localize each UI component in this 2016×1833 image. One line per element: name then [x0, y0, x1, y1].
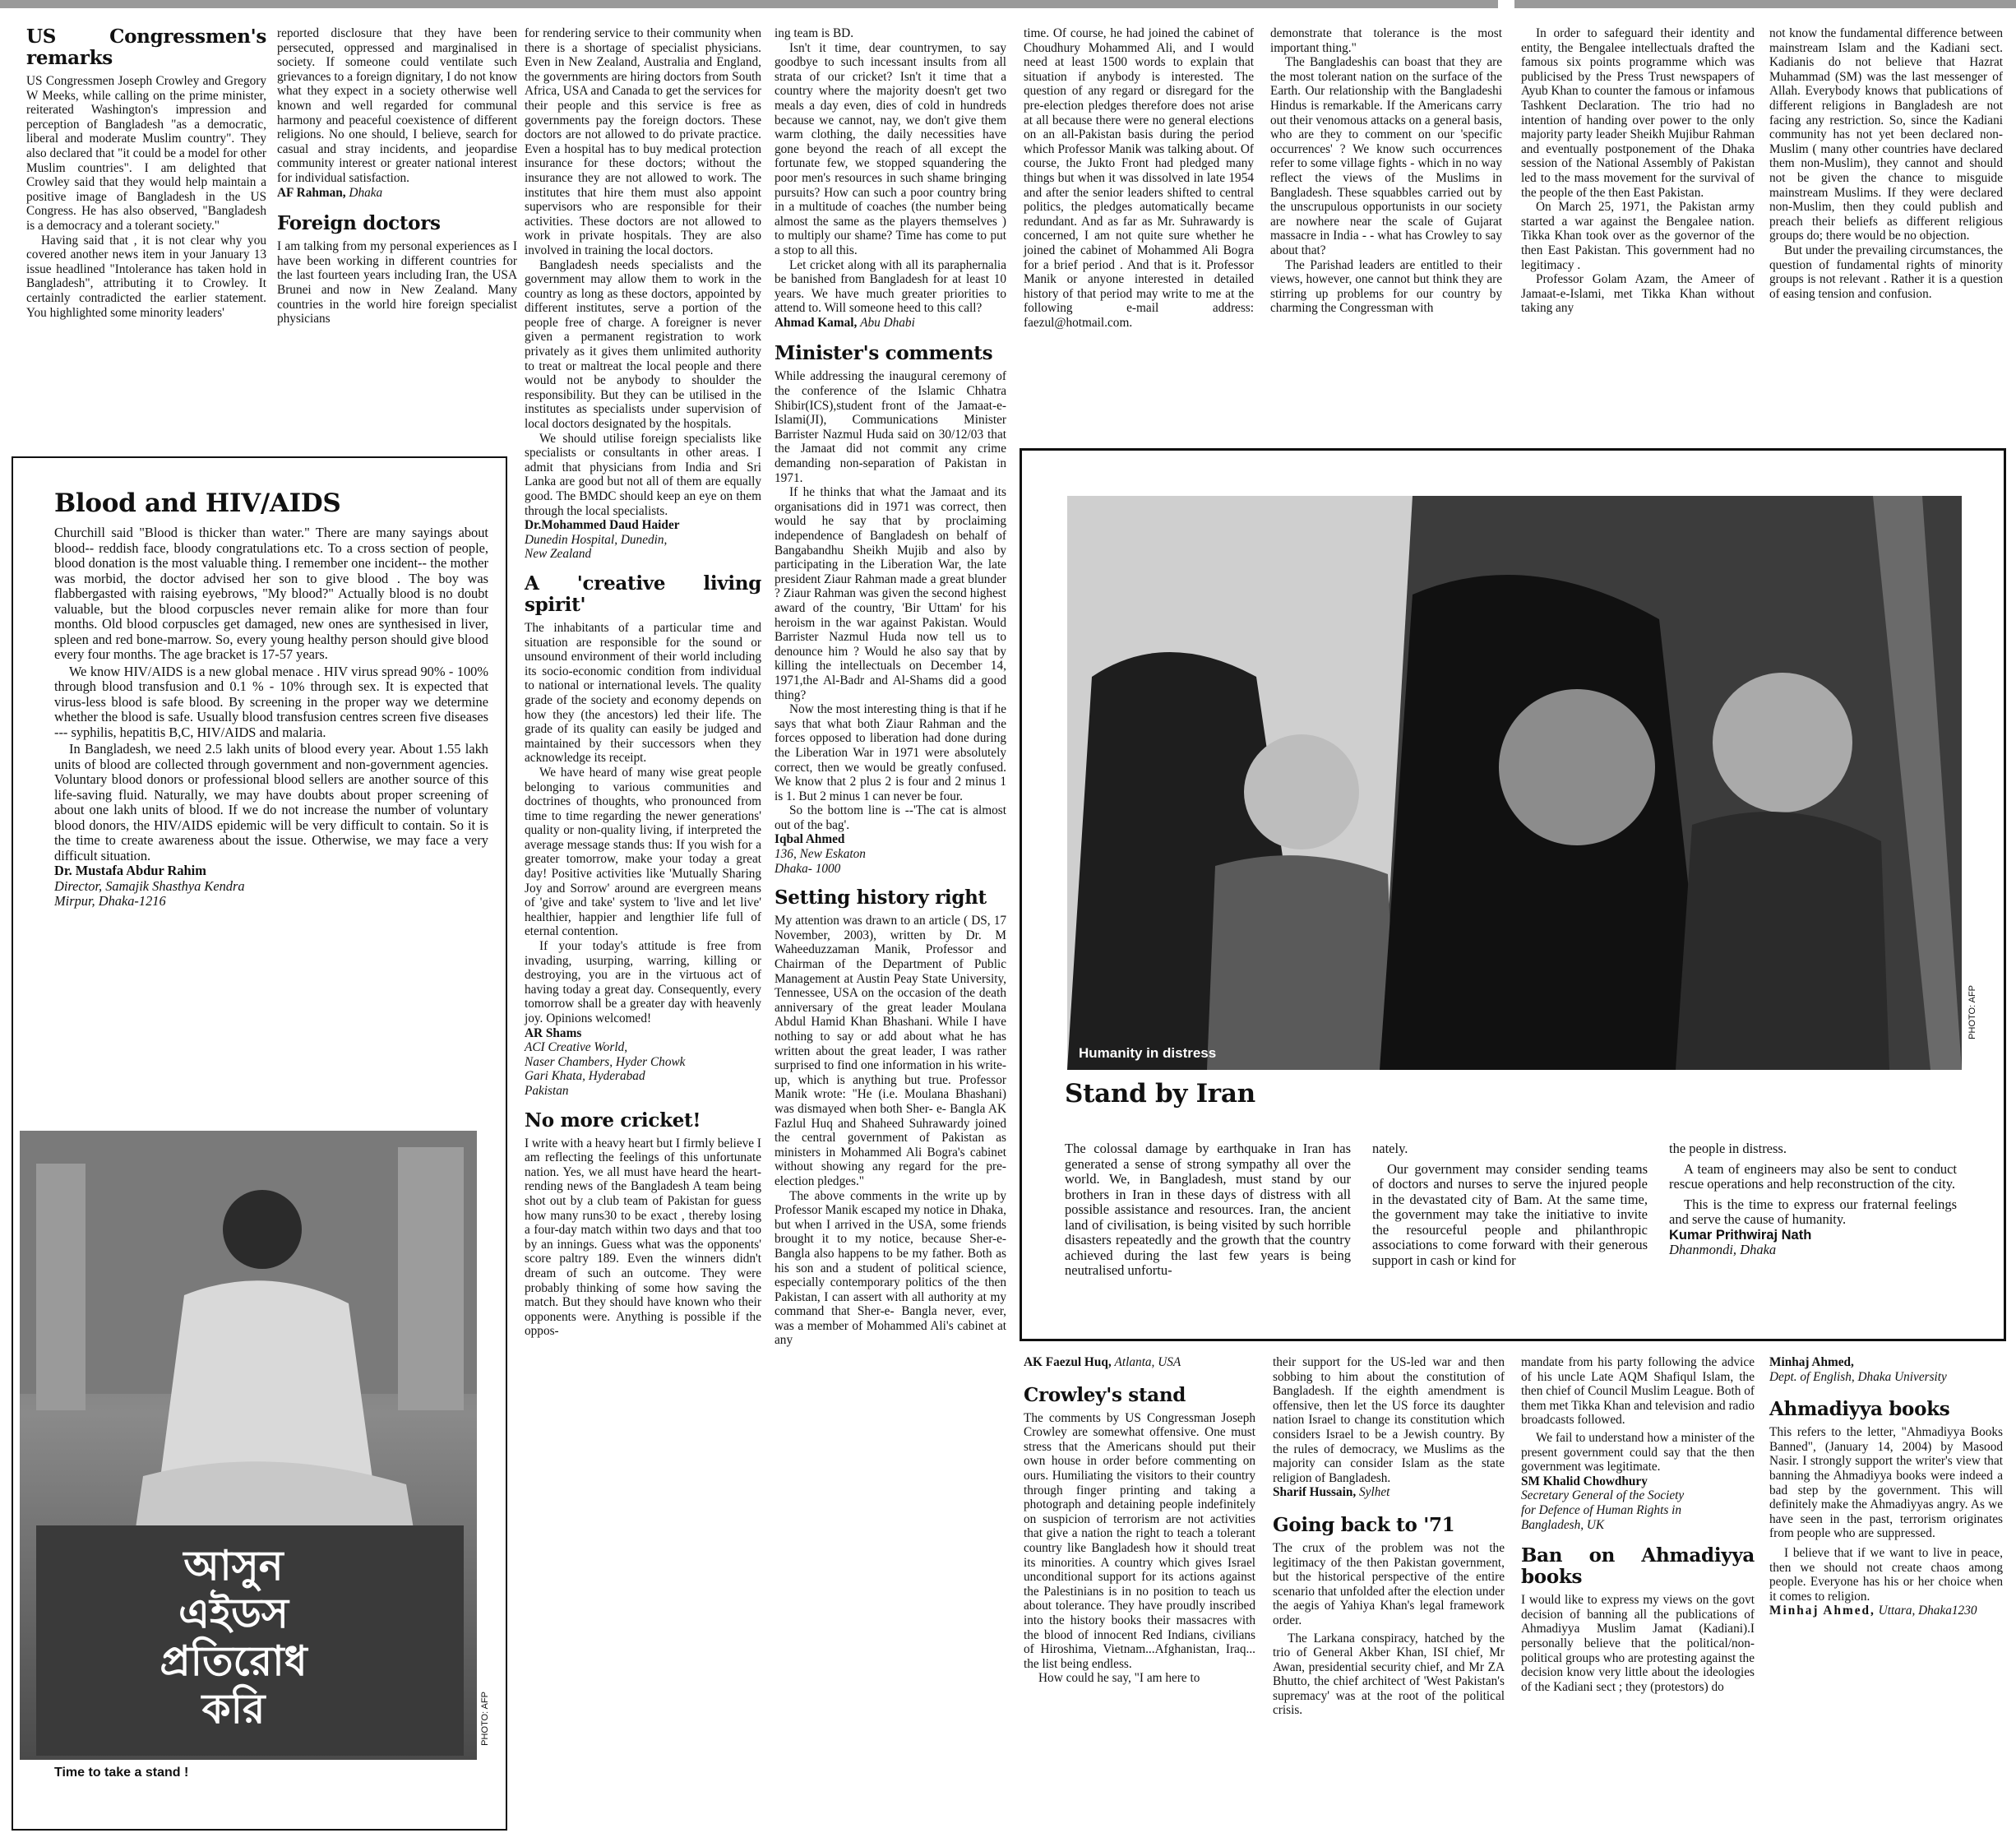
paragraph: The inhabitants of a particular time and situation are responsible for the sound or unsound environment of their world including its socio-economic condition from individual to national or international levels. The quality grade of the society and economy depends on how they (the ancestors) led their life. The grade of its quality can easily be judged and maintained by their successors when they acknowledge its receipt. — [525, 620, 761, 766]
paragraph: The colossal damage by earthquake in Iran has generated a sense of strong sympathy all over the world. We, in Bangladesh, must stand by our brothers in Iran in these days of distress with all possible assistance and resources. Iran, the ancient land of civilisation, is being visited by such horrible disasters repeatedly and the growth that the country achieved during the last few years is being neutralised unfortu- — [1065, 1141, 1351, 1278]
stand-by-iran-box — [1020, 448, 2006, 1341]
signature-name: Ahmad Kamal, — [774, 315, 858, 330]
paragraph: not know the fundamental difference between mainstream Islam and the Kadiani sect. Kadianis do not believe that Hazrat Muhammad (SM) was the last messenger of Allah. Everybody knows that publications of different religions in Bangladesh are not facing any restriction. So, since the Kadiani community has not yet been declared non-Muslim ( many other countries have declared them non-Muslim), they cannot and should not be given the chance to misguide mainstream Muslims. If they were declared non-Muslim, then they could publish and preach their beliefs as different religious groups do; there would be no objection. — [1769, 26, 2003, 243]
photo-caption: Time to take a stand ! — [54, 1766, 189, 1780]
signature-location: Pakistan — [525, 1083, 569, 1098]
signature-location: Director, Samajik Shasthya Kendra — [54, 877, 245, 894]
heading-ahmadiyya-books: Ahmadiyya books — [1769, 1398, 1950, 1421]
blood-hiv-box — [12, 456, 507, 1831]
signature-location: Uttara, Dhaka1230 — [1878, 1604, 1977, 1618]
column-7-bottom — [1521, 1355, 1755, 1694]
paragraph: If your today's attitude is free from invading, usurping, warring, killing or destroying, you are in the virtuous act of having today a great day. Consequently, every tomorrow shall be a greater day with heavenly joy. Opinions welcomed! — [525, 939, 761, 1025]
iran-text-col-a — [1065, 1141, 1351, 1279]
heading-setting-history-right: Setting history right — [774, 886, 987, 910]
paragraph: In order to safeguard their identity and entity, the Bengalee intellectuals drafted the famous six points programme which was publicised by the Press Trust newspapers of Ayub Khan to counter the famous or infamous Tashkent Declaration. The trio had no intention of handing over power to the only majority party leader Sheikh Mujibur Rahman and eventually postponement of the Dhaka session of the National Assembly of Pakistan led to the mass movement for the survival of the people of the then East Pakistan. — [1521, 26, 1755, 200]
signature-location: Sylhet — [1359, 1485, 1390, 1500]
column-8-top — [1769, 26, 2003, 301]
signature-location: Dept. of English, Dhaka University — [1769, 1369, 1947, 1384]
paragraph: We fail to understand how a minister of the present government could say that the then government was legitimate. — [1521, 1430, 1755, 1474]
banner-text: আসুন — [183, 1542, 284, 1590]
paragraph: My attention was drawn to an article ( DS, 17 November, 2003), written by Dr. M Waheeduzzaman Manik, Professor and Chairman of the Department of Public Management at Austin Peay State University, Tennessee, USA on the occasion of the death anniversary of the great leader Moulana Abdul Hamid Khan Bhashani. While I have nothing to say or add about what he has written about the great leader, I was rather surprised to find one information in his write-up, which is anything but true. Professor Manik wrote: "He (i.e. Moulana Bhashani) was dismayed when both Sher- e- Bangla AK Fazlul Huq and Shaheed Suhrawardy joined the central government of Pakistan as ministers in Mohammed Ali Bogra's cabinet without showing any regard for the pre-election pledges." — [774, 914, 1006, 1188]
signature-name: Sharif Hussain, — [1273, 1485, 1357, 1500]
signature-location: New Zealand — [525, 547, 592, 562]
paragraph: US Congressmen Joseph Crowley and Gregory W Meeks, while calling on the prime minister, reiterated Washington's impression and perception of Bangladesh "as a democratic, liberal and moderate Muslim country". They also declared that "it could be a model for other Muslim countries". I am delighted that Crowley said that they would help maintain a positive image of Bangladesh in the US Congress. He has also observed, "Bangladesh is a democracy and a tolerant society." — [26, 74, 266, 233]
signature-location: Secretary General of the Society — [1521, 1488, 1685, 1503]
aids-awareness-photo — [20, 1131, 477, 1760]
banner-text: এইডস — [178, 1590, 289, 1637]
paragraph: The Parishad leaders are entitled to their views, however, one cannot but think they are stirring up problems for our country by charming the Congressman with — [1270, 257, 1502, 316]
paragraph: The crux of the problem was not the legitimacy of the then Pakistan government, but the historical perspective of the entire scenario that unfolded after the election under the aegis of Yahiya Khan's legal framework order. — [1273, 1540, 1505, 1627]
banner-text-block — [69, 1542, 398, 1733]
paragraph: Bangladesh needs specialists and the government may allow them to work in the country as long as these doctors, appointed by different institutes, serve a portion of the people free of charge. A foreigner is never given a permanent registration to work privately as it gives them unlimited authority to treat or maltreat the local people and there would not be anybody to shoulder the responsibility. But they can be utilised in the institutes as specialists under supervision of local doctors designated by the hospitals. — [525, 257, 761, 432]
column-5-bottom — [1024, 1355, 1255, 1686]
signature-name: Dr.Mohammed Daud Haider — [525, 518, 680, 533]
column-6-top — [1270, 26, 1502, 316]
paragraph: We have heard of many wise great people belonging to various communities and doctrines of thoughts, who pronounced from time to time regarding the newer generations' quality or non-quality living, if interpreted the average message stands thus: If you wish for a greater tomorrow, make your today a great day! Positive activities like 'Mutually Sharing Joy and Sorrow' around are evergreen means of 'give and take' system to 'live and let live' healthier, happier and lengthier life full of eternal contention. — [525, 765, 761, 939]
paragraph: The above comments in the write up by Professor Manik escaped my notice in Dhaka, but when I arrived in the USA, some friends brought it to my notice, because Sher-e-Bangla also happens to be my father. Both as his son and a student of political science, especially contemporary politics of the then Pakistan, I can assert with all authority at my command that Sher-e- Bangla never, ever, was a member of Mohammed Ali's cabinet at any — [774, 1188, 1006, 1348]
paragraph: time. Of course, he had joined the cabinet of Choudhury Mohammed Ali, and I would need at least 1500 words to explain that situation if anybody is interested. The question of any regard or disregard for the pre-election pledges therefore does not arise at all because there were no general elections on an all-Pakistan basis during the period which Professor Manik was talking about. Of course, the Jukto Front had pledged many things but when it was dissolved in late 1954 and after the senior leaders shifted to central politics, the pledges automatically became redundant. And as far as Mr. Suhrawardy is concerned, I am not quite sure whether he joined the cabinet of Mohammed Ali Bogra for a brief period . And that is it. Professor Manik or anyone interested in detailed history of that period may write to me at the following e-mail address: faezul@hotmail.com. — [1024, 26, 1254, 330]
signature-location: for Defence of Human Rights in — [1521, 1502, 1682, 1517]
signature-location: Dunedin Hospital, Dunedin, — [525, 532, 668, 547]
paragraph: Our government may consider sending teams of doctors and nurses to serve the injured people in the devastated city of Bam. At the same time, the government may take the initiative to invite the resourceful people and philanthropic associations to come forward with their generous support in cash or kind for — [1372, 1160, 1648, 1268]
signature-name: AR Shams — [525, 1025, 582, 1040]
paragraph: But under the prevailing circumstances, the question of fundamental rights of minority groups is not relevant . Rather it is a question of easing tension and confusion. — [1769, 243, 2003, 301]
paragraph: nately. — [1372, 1141, 1408, 1156]
photo-credit: PHOTO: AFP — [1967, 985, 1977, 1039]
paragraph: reported disclosure that they have been persecuted, oppressed and marginalised in society. If someone could ventilate such grievances to a foreign dignitary, I do not know what they expect in a society otherwise well known and well regarded for communal harmony and peaceful coexistence of different religions. No one should, I believe, search for casual and stray incidents, and jeopardise community interest or greater national interest for individual satisfaction. — [277, 26, 517, 185]
paragraph: Churchill said "Blood is thicker than water." There are many sayings about blood-- reddish face, bloody congratulations etc. To a cross section of people, blood donation is the most valuable thing. I remember one incident-- the mother was morbid, the doctor advised her son to give blood . The boy was flabbergasted with raising eyebrows, "My blood?" Actually blood is no doubt valuable, but the blood corpuscles never remain alike for more than four months. Old blood corpuscles get damaged, new ones are synthesised in liver, spleen and red bone-marrow. So, every young healthy person should give blood every four months. The age bracket is 17-57 years. — [54, 525, 488, 662]
paragraph: How could he say, "I am here to — [1038, 1671, 1200, 1686]
heading-going-back-71: Going back to '71 — [1273, 1513, 1455, 1536]
signature-name: AF Rahman, — [277, 185, 346, 200]
paragraph: Let cricket along with all its paraphernalia be banished from Bangladesh for at least 10 years. We have much greater priorities to attend to. Will someone heed to this call? — [774, 257, 1006, 316]
heading-foreign-doctors: Foreign doctors — [277, 212, 441, 235]
column-3 — [525, 26, 761, 1339]
paragraph: Isn't it time, dear countrymen, to say goodbye to such incessant insults from all strata of our cricket? Isn't it time that a country where the majority doesn't get two meals a day even, dies of cold in hundreds because we cannot, nay, we don't give them warm clothing, the daily necessities have gone beyond the reach of all except the fortunate few, we stopped squandering the poor men's resources in such shame bringing pursuits? How can such a poor country bring in a multitude of coaches (the number being almost the same as the players themselves ) to multiply our shame? Time has come to put a stop to all this. — [774, 40, 1006, 257]
photo-label: Humanity in distress — [1079, 1045, 1217, 1061]
blood-hiv-text — [54, 458, 488, 910]
paragraph: Professor Golam Azam, the Ameer of Jamaat-e-Islami, met Tikka Khan without taking any — [1521, 272, 1755, 316]
paragraph: I believe that if we want to live in peace, then we should not create chaos among people. Everyone has his or her choice when it comes to religion. — [1769, 1545, 2003, 1604]
signature — [774, 316, 1006, 331]
heading-blood-hiv: Blood and HIV/AIDS — [54, 488, 341, 518]
paragraph: In Bangladesh, we need 2.5 lakh units of blood every year. About 1.55 lakh units of blood are collected through government and non-government agencies. Voluntary blood donors or professional blood sellers are another source of this life-saving fluid. Naturally, we may have doubts about proper screening of about one lakh units of blood. If we do not increase the number of voluntary blood donors, the HIV/AIDS epidemic will be very difficult to contain. So it is the time to create awareness about the issue. Otherwise, we may face a very difficult situation. — [54, 741, 488, 863]
paragraph: This refers to the letter, "Ahmadiyya Books Banned", (January 14, 2004) by Masood Nasir. I strongly support the writer's view that banning the Ahmadiyya books were indeed a bad step by the government. This will definitely make the Ahmadiyyas angry. As we have seen in the past, terrorism originates from people who are suppressed. — [1769, 1425, 2003, 1541]
top-rule-right — [1514, 0, 2016, 8]
signature-name: Iqbal Ahmed — [774, 832, 845, 847]
signature-name: Dr. Mustafa Abdur Rahim — [54, 863, 206, 878]
signature-location: Dhaka — [349, 185, 383, 200]
photo-figure — [1067, 496, 1962, 1070]
paragraph: Having said that , it is not clear why you covered another news item in your January 13 issue headlined "Intolerance has taken hold in Bangladesh", attributing it to Crowley. It certainly contradicted the earlier statement. You highlighted some minority leaders' — [26, 233, 266, 320]
banner-text: প্রতিরোধ — [160, 1637, 307, 1685]
heading-creative-living-spirit: A 'creative living spirit' — [525, 572, 761, 616]
signature-location: Abu Dhabi — [860, 315, 915, 330]
paragraph: The comments by US Congressman Joseph Crowley are somewhat offensive. One must stress that the Americans should put their own house in order before commenting on ours. Humiliating the visitors to their country through finger printing and taking a photograph and detaining people indefinitely on suspicion of terrorism are not activities that give a nation the right to teach a tolerant country like Bangladesh how it should treat its minorities. A country which gives Israel unconditional support for its actions against the Palestinians is in no position to teach us about tolerance. They have proudly inscribed into the history books their massacres with the blood of innocent Red Indians, civilians of Hiroshima, Vietnam...Afghanistan, Iraq... the list being endless. — [1024, 1410, 1255, 1671]
heading-us-congressmen: US Congressmen's remarks — [26, 25, 266, 69]
signature-location: Dhanmondi, Dhaka — [1669, 1242, 1777, 1257]
iran-earthquake-photo — [1067, 496, 1962, 1070]
column-5-top — [1024, 26, 1254, 330]
paragraph: for rendering service to their community when there is a shortage of specialist physicians. Even in New Zealand, Australia and England, the governments are hiring doctors from South Africa, USA and Canada to get the services for their people and this service is free as governments pay the foreign doctors. These doctors are not allowed to do private practice. Even a hospital has to buy medical protection insurance for these doctors; without the insurance they are not allowed to work. The institutes that hire them must also appoint supervisors who are responsible for their activities. These doctors are not allowed to work in private hospitals. They are also involved in training the local doctors. — [525, 26, 761, 257]
paragraph: We know HIV/AIDS is a new global menace . HIV virus spread 90% - 100% through blood transfusion and 0.1 % - 10% through sex. It is expected that virus-less blood is safe blood. By screening in the proper way we determine whether the blood is safe. Usually blood transfusion centres screen five diseases --- syphilis, hepatitis B,C, HIV/AIDS and malaria. — [54, 663, 488, 740]
signature-name: SM Khalid Chowdhury — [1521, 1474, 1648, 1488]
paragraph: If he thinks that what the Jamaat and its organisations did in 1971 was correct, then would he say that by proclaiming independence of Bangladesh on behalf of Bangabandhu Sheikh Mujib and also by participating in the Liberation War, the late president Ziaur Rahman made a great blunder ? Ziaur Rahman was given the second highest award of the country, 'Bir Uttam' for his heroism in the war against Pakistan. Would Barrister Nazmul Huda now tell us to denounce him ? Would he also say that by killing the intellectuals on December 14, 1971,the Al-Badr and Al-Shams did a good thing? — [774, 485, 1006, 702]
heading-ban-on-ahmadiyya-books: Ban on Ahmadiyya books — [1521, 1544, 1755, 1589]
paragraph: Now the most interesting thing is that if he says that what both Ziaur Rahman and the forces opposed to liberation had done during the Liberation War in 1971 were absolutely correct, then we would be greatly confused. We know that 2 plus 2 is four and 2 minus 1 is 1. But 2 minus 1 can never be four. — [774, 702, 1006, 803]
paragraph: The Larkana conspiracy, hatched by the trio of General Akber Khan, ISI chief, Mr Awan, presidential security chief, and Mr ZA Bhutto, the chief architect of 'West Pakistan's supremacy' was at the root of the political crisis. — [1273, 1631, 1505, 1718]
paragraph: While addressing the inaugural ceremony of the conference of the Islamic Chhatra Shibir(ICS),student front of the Jamaat-e-Islami(JI), Communications Minister Barrister Nazmul Huda said on 30/12/03 that the Jamaat did not commit any crime demanding non-separation of Pakistan in 1971. — [774, 369, 1006, 485]
iran-text-col-b — [1372, 1141, 1648, 1268]
paragraph: A team of engineers may also be sent to conduct rescue operations and help reconstruction of the city. — [1669, 1160, 1957, 1192]
signature-location: Dhaka- 1000 — [774, 861, 841, 876]
column-8-bottom — [1769, 1355, 2003, 1618]
heading-ministers-comments: Minister's comments — [774, 342, 993, 365]
paragraph: We should utilise foreign specialists like specialists or consultants in other areas. I admit that physicians from India and Sri Lanka are good but not all of them are equally good. The BMDC should keep an eye on them through the local specialists. — [525, 431, 761, 518]
signature-location: 136, New Eskaton — [774, 847, 866, 862]
paragraph: I write with a heavy heart but I firmly believe I am reflecting the feelings of this unfortunate nation. Yes, we all must have heard the heart-rending news of the Bangladesh A team being shot out by a club team of Pakistan for guess how many runs30 to be exact , thereby losing a four-day match within two days and that too by an innings. Guess what was the opponents' score paltry 189. Even the winners didn't dream of such an outcome. They were probably thinking of some how saving the match. But they should have known who their opponents were. Anything is possible if the oppos- — [525, 1136, 761, 1339]
column-4 — [774, 26, 1006, 1348]
signature-name: AK Faezul Huq, — [1024, 1355, 1112, 1369]
paragraph: The Bangladeshis can boast that they are the most tolerant nation on the surface of the Earth. Our relationship with the Bangladeshi Hindus is remarkable. If the Americans carry out their venomous attacks on a general basis, who are they to comment on our 'specific occurrences' ? We know such occurrences refer to some village fights - which in no way reflect the views of the Muslims in Bangladesh. These squabbles carried out by the unscrupulous opportunists in our society are nowhere near the scale of Gujarat massacre in India - - what has Crowley to say about that? — [1270, 55, 1502, 257]
signature — [1024, 1355, 1255, 1370]
heading-no-more-cricket: No more cricket! — [525, 1109, 701, 1132]
paragraph: I am talking from my personal experiences as I have been working in different countries for the last fourteen years including Iran, the USA Brunei and now in New Zealand. Many countries in the world hire foreign specialist physicians — [277, 239, 517, 326]
signature-location: Naser Chambers, Hyder Chowk — [525, 1054, 686, 1069]
paragraph: On March 25, 1971, the Pakistan army started a war against the Bengalee nation. Tikka Khan took over as the governor of the then East Pakistan. This government had no legitimacy . — [1521, 200, 1755, 272]
heading-crowleys-stand: Crowley's stand — [1024, 1383, 1186, 1406]
paragraph: mandate from his party following the advice of his uncle Late AQM Shafiqul Islam, the then chief of Council Muslim League. Both of them met Tikka Khan and television and radio broadcasts followed. — [1521, 1355, 1755, 1428]
column-7-top — [1521, 26, 1755, 316]
signature-location: ACI Creative World, — [525, 1040, 628, 1055]
signature-name: Kumar Prithwiraj Nath — [1669, 1227, 1812, 1243]
top-rule-left — [0, 0, 1498, 8]
signature-location: Mirpur, Dhaka-1216 — [54, 893, 166, 909]
paragraph: demonstrate that tolerance is the most important thing." — [1270, 26, 1502, 55]
column-6-bottom — [1273, 1355, 1505, 1718]
letter-us-congressmen — [26, 26, 266, 320]
signature-name: Minhaj Ahmed, — [1769, 1604, 1875, 1618]
paragraph: This is the time to express our fraternal feelings and serve the cause of humanity. — [1669, 1196, 1957, 1227]
signature — [1273, 1485, 1505, 1500]
signature-name: Minhaj Ahmed, — [1769, 1355, 1854, 1369]
signature — [1769, 1604, 2003, 1618]
heading-stand-by-iran: Stand by Iran — [1065, 1079, 1255, 1109]
signature — [277, 186, 517, 201]
paragraph: the people in distress. — [1669, 1141, 1787, 1156]
paragraph: ing team is BD. — [774, 26, 854, 40]
signature-location: Bangladesh, UK — [1521, 1517, 1605, 1532]
iran-text-col-c — [1669, 1141, 1957, 1258]
paragraph: So the bottom line is --'The cat is almost out of the bag'. — [774, 803, 1006, 832]
signature-location: Atlanta, USA — [1114, 1355, 1181, 1369]
paragraph: their support for the US-led war and then sobbing to him about the constitution of Bangladesh. If the eighth amendment is offensive, then let the US force its daughter nation Israel to change its constitution which considers Israel to be a Jewish country. By the rules of democracy, we Muslims as the majority can consider Islam as the state religion of Bangladesh. — [1273, 1355, 1505, 1485]
photo-credit: PHOTO: AFP — [480, 1692, 490, 1746]
column-2-top — [277, 26, 517, 326]
signature-location: Gari Khata, Hyderabad — [525, 1069, 645, 1084]
banner-text: করি — [201, 1685, 266, 1733]
paragraph: I would like to express my views on the govt decision of banning all the publications of Ahmadiyya Muslim Jamat (Kadiani).I personally believe that the political/non-political groups who are protesting against the decision know very little about the ideologies of the Kadiani sect ; they (protestors) do — [1521, 1593, 1755, 1694]
